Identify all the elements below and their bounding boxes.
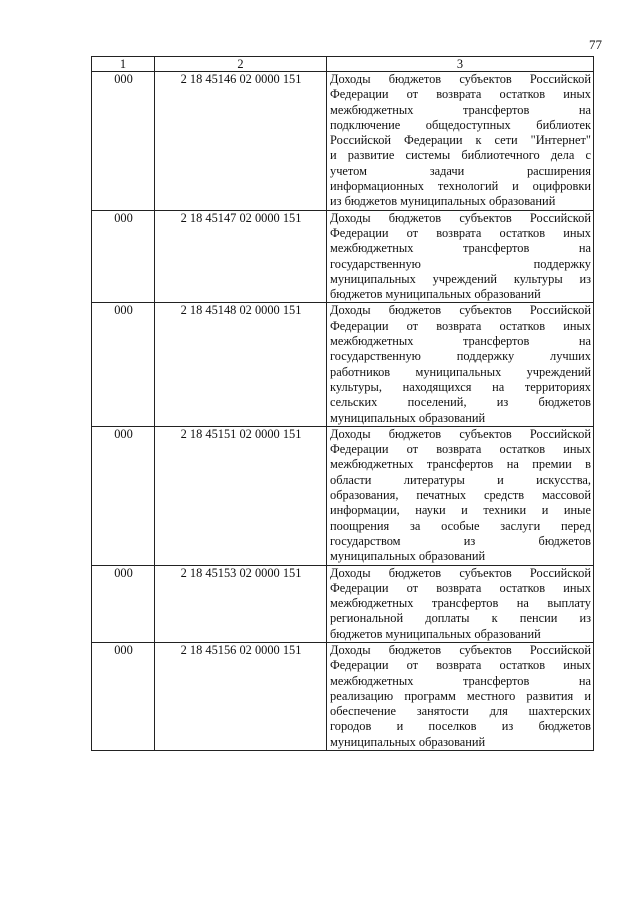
table-body <box>92 72 594 751</box>
description-line: межбюджетных трансфертов на <box>330 334 591 349</box>
description-line: межбюджетных трансфертов на выплату <box>330 596 591 611</box>
description-line: реализацию программ местного развития и <box>330 688 591 703</box>
description-line: и развитие системы библиотечного дела с <box>330 148 591 163</box>
description-line: Федерации от возврата остатков иных <box>330 87 591 102</box>
revenue-code-table <box>91 56 594 751</box>
description-line: государством из бюджетов <box>330 533 591 548</box>
admin-code-cell: 000 <box>92 72 155 211</box>
column-header-3: 3 <box>327 57 594 72</box>
page-number: 77 <box>589 37 602 52</box>
table-row <box>92 426 594 565</box>
budget-classification-code-cell: 2 18 45151 02 0000 151 <box>155 426 327 565</box>
admin-code-cell: 000 <box>92 303 155 426</box>
description-line: Российской Федерации к сети "Интернет" <box>330 133 591 148</box>
budget-classification-code-cell: 2 18 45147 02 0000 151 <box>155 210 327 303</box>
description-line: культуры, находящихся на территориях <box>330 379 591 394</box>
description-line: муниципальных учреждений культуры из <box>330 271 591 286</box>
description-line: Федерации от возврата остатков иных <box>330 318 591 333</box>
table-row <box>92 303 594 426</box>
column-header-2: 2 <box>155 57 327 72</box>
description-line: муниципальных образований <box>330 734 486 749</box>
description-line: учетом задачи расширения <box>330 163 591 178</box>
description-line: межбюджетных трансфертов на <box>330 241 591 256</box>
admin-code-cell: 000 <box>92 565 155 642</box>
revenue-description-cell <box>327 72 594 211</box>
column-header-1: 1 <box>92 57 155 72</box>
table-row <box>92 642 594 750</box>
description-line: Федерации от возврата остатков иных <box>330 658 591 673</box>
table-row <box>92 72 594 211</box>
revenue-description-cell <box>327 426 594 565</box>
description-line: межбюджетных трансфертов на премии в <box>330 457 591 472</box>
description-line: сельских поселений, из бюджетов <box>330 395 591 410</box>
description-line: Федерации от возврата остатков иных <box>330 580 591 595</box>
table-header-row <box>92 57 594 72</box>
admin-code-cell: 000 <box>92 210 155 303</box>
description-line: информации, науки и техники и иные <box>330 503 591 518</box>
description-line: межбюджетных трансфертов на <box>330 673 591 688</box>
admin-code-cell: 000 <box>92 642 155 750</box>
description-line: Доходы бюджетов субъектов Российской <box>330 565 591 580</box>
description-line: обеспечение занятости для шахтерских <box>330 704 591 719</box>
description-line: Доходы бюджетов субъектов Российской <box>330 642 591 657</box>
description-line: подключение общедоступных библиотек <box>330 117 591 132</box>
description-line: информационных технологий и оцифровки <box>330 179 591 194</box>
description-line: бюджетов муниципальных образований <box>330 287 541 302</box>
description-line: Доходы бюджетов субъектов Российской <box>330 210 591 225</box>
budget-classification-code-cell: 2 18 45146 02 0000 151 <box>155 72 327 211</box>
table-row <box>92 565 594 642</box>
description-line: Федерации от возврата остатков иных <box>330 225 591 240</box>
description-line: Федерации от возврата остатков иных <box>330 442 591 457</box>
description-line: Доходы бюджетов субъектов Российской <box>330 72 591 86</box>
description-line: государственную поддержку <box>330 256 591 271</box>
description-line: Доходы бюджетов субъектов Российской <box>330 303 591 318</box>
budget-classification-code-cell: 2 18 45156 02 0000 151 <box>155 642 327 750</box>
description-line: образования, печатных средств массовой <box>330 488 591 503</box>
revenue-description-cell <box>327 303 594 426</box>
revenue-description-cell <box>327 565 594 642</box>
description-line: области литературы и искусства, <box>330 472 591 487</box>
description-line: бюджетов муниципальных образований <box>330 626 541 641</box>
description-line: городов и поселков из бюджетов <box>330 719 591 734</box>
description-line: государственную поддержку лучших <box>330 349 591 364</box>
description-line: муниципальных образований <box>330 410 486 425</box>
description-line: муниципальных образований <box>330 549 486 564</box>
table-row <box>92 210 594 303</box>
description-line: Доходы бюджетов субъектов Российской <box>330 426 591 441</box>
description-line: работников муниципальных учреждений <box>330 364 591 379</box>
description-line: региональной доплаты к пенсии из <box>330 611 591 626</box>
budget-classification-code-cell: 2 18 45148 02 0000 151 <box>155 303 327 426</box>
description-line: из бюджетов муниципальных образований <box>330 194 556 209</box>
description-line: межбюджетных трансфертов на <box>330 102 591 117</box>
revenue-description-cell <box>327 642 594 750</box>
admin-code-cell: 000 <box>92 426 155 565</box>
budget-classification-code-cell: 2 18 45153 02 0000 151 <box>155 565 327 642</box>
revenue-description-cell <box>327 210 594 303</box>
description-line: поощрения за особые заслуги перед <box>330 518 591 533</box>
